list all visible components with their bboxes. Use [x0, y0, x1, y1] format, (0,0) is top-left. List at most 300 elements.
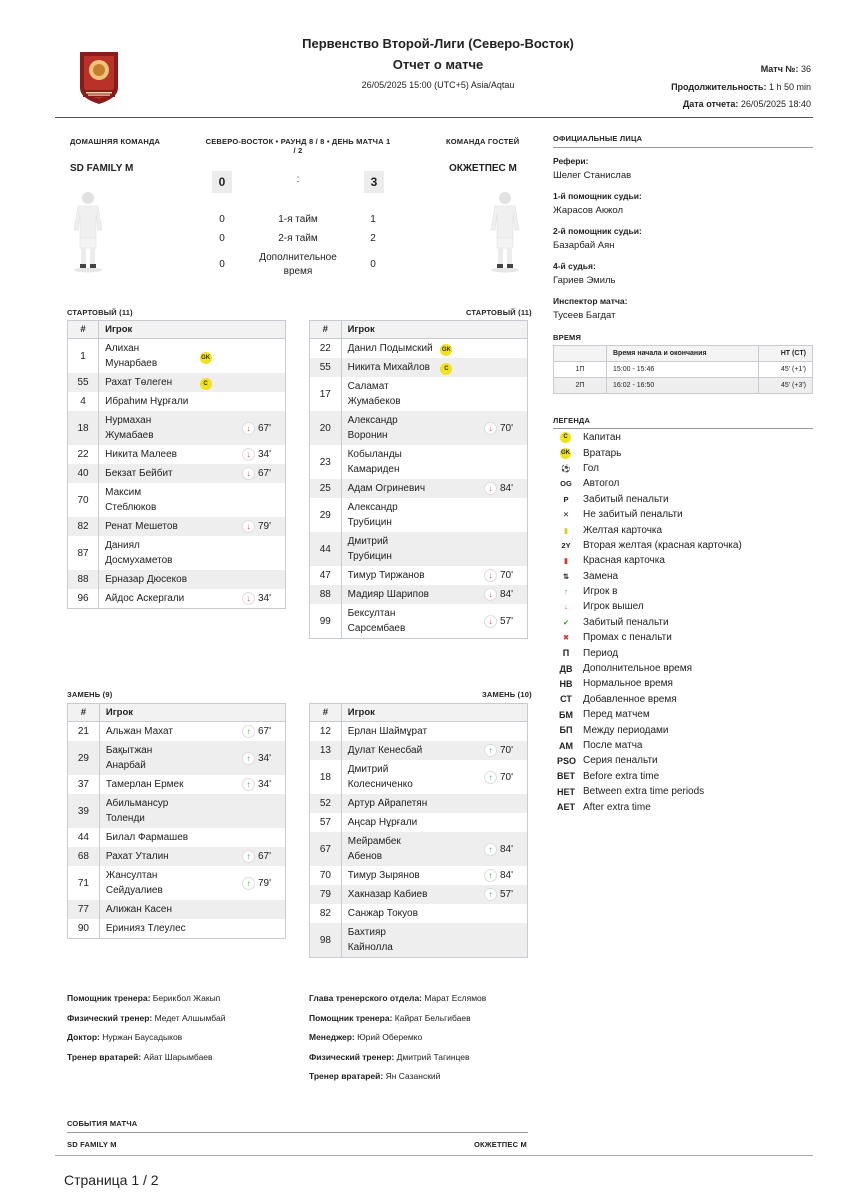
player-row — [310, 760, 528, 794]
legend-text: Желтая карточка — [583, 524, 663, 536]
player-in-icon: ↑ — [485, 745, 496, 756]
away-period-2: 2 — [370, 233, 376, 244]
player-number: 96 — [68, 589, 99, 609]
home-staff — [67, 993, 297, 1071]
player-row — [310, 585, 528, 604]
player-number: 13 — [310, 741, 342, 760]
events-home-team: SD FAMILY M — [67, 1140, 117, 1149]
col-number: # — [310, 704, 342, 722]
player-row — [68, 589, 286, 609]
legend-icon: GK — [560, 448, 571, 459]
legend-text: Перед матчем — [583, 709, 650, 721]
player-row — [310, 479, 528, 498]
player-number: 68 — [68, 847, 100, 866]
player-row — [68, 866, 286, 900]
captain-icon: C — [200, 378, 212, 390]
away-starting-label: СТАРТОВЫЙ (11) — [466, 308, 532, 317]
legend-item — [557, 569, 813, 584]
home-team-label: ДОМАШНЯЯ КОМАНДА — [70, 137, 161, 146]
player-name: Ренат Мешетов — [99, 517, 200, 536]
legend-icon: АМ — [559, 740, 573, 751]
official-role: Рефери: — [553, 156, 589, 166]
legend-item — [557, 599, 813, 614]
legend-icon: PSO — [557, 755, 577, 766]
player-name: Рахат Уталин — [99, 847, 201, 866]
officials-divider — [553, 147, 813, 148]
player-in-icon: ↑ — [485, 844, 496, 855]
player-name: Артур Айрапетян — [341, 794, 443, 813]
captain-icon: C — [440, 363, 452, 375]
legend-icon: БП — [559, 725, 573, 736]
legend-icon: П — [562, 648, 570, 659]
substitution-minute: 84' — [499, 843, 513, 855]
col-player: Игрок — [99, 321, 286, 339]
player-number: 25 — [310, 479, 342, 498]
substitution-minute: 34' — [257, 752, 271, 764]
official-role: 1-й помощник судьи: — [553, 191, 642, 201]
substitution-minute: 67' — [257, 468, 271, 479]
home-period-1: 0 — [219, 214, 225, 225]
player-number: 67 — [310, 832, 342, 866]
official-role: 2-й помощник судьи: — [553, 226, 642, 236]
player-number: 18 — [310, 760, 342, 794]
official-role: 4-й судья: — [553, 261, 596, 271]
player-name: Бақытжан Анарбай — [99, 741, 201, 775]
player-row — [310, 377, 528, 411]
legend-text: Не забитый пенальти — [583, 509, 683, 521]
home-team-name: SD FAMILY M — [70, 163, 134, 174]
home-subs-table — [67, 703, 286, 939]
player-number: 99 — [310, 604, 342, 639]
staff-member: Тренер вратарей: Айат Шарымбаев — [67, 1051, 213, 1062]
player-name: Хакназар Кабиев — [341, 885, 443, 904]
report-date: Дата отчета: 26/05/2025 18:40 — [682, 99, 811, 109]
substitution-minute: 70' — [499, 570, 513, 581]
player-name: Еринияз Тлеулес — [105, 923, 186, 934]
player-out-icon: ↓ — [243, 449, 254, 460]
player-name: Ибраһим Нұрғали — [105, 396, 189, 407]
legend-text: Добавленное время — [583, 693, 677, 705]
time-col-period — [554, 346, 607, 362]
player-name: Александр Воронин — [341, 411, 440, 445]
player-name: Жансултан Сейдуалиев — [105, 870, 163, 896]
player-name: Дмитрий Колесниченко — [347, 764, 413, 790]
player-number: 47 — [310, 566, 342, 585]
player-name: Бахтияр Кайнолла — [341, 923, 443, 958]
substitution-minute: 34' — [257, 593, 271, 604]
player-name: Дмитрий Трубицин — [341, 532, 440, 566]
match-duration: Продолжительность: 1 h 50 min — [671, 82, 811, 92]
time-table — [553, 345, 813, 394]
legend-text: Between extra time periods — [583, 786, 705, 798]
legend-item — [557, 461, 813, 476]
player-row — [310, 358, 528, 377]
col-player: Игрок — [341, 321, 527, 339]
player-number: 57 — [310, 813, 342, 832]
legend-icon: 2Y — [561, 540, 571, 550]
player-in-icon: ↑ — [485, 772, 496, 783]
extra-time-label: Дополнительное время — [259, 252, 337, 277]
player-number: 22 — [310, 339, 342, 359]
legend-item — [557, 738, 813, 753]
player-in-icon: ↑ — [243, 726, 254, 737]
officials-title: ОФИЦИАЛЬНЫЕ ЛИЦА — [553, 134, 643, 143]
legend-item — [557, 445, 813, 460]
player-number: 17 — [310, 377, 342, 411]
staff-member: Физический тренер: Дмитрий Тагинцев — [309, 1051, 470, 1062]
away-period-1: 1 — [370, 214, 376, 225]
player-number: 52 — [310, 794, 342, 813]
player-name: Алихан Мунарбаев — [105, 343, 158, 369]
legend-text: After extra time — [583, 801, 651, 813]
events-divider — [67, 1132, 528, 1133]
legend-item — [557, 707, 813, 722]
official-name: Базарбай Аян — [553, 240, 615, 251]
legend-text: Период — [583, 647, 619, 659]
player-row — [310, 885, 528, 904]
col-player: Игрок — [341, 704, 527, 722]
player-in-icon: ↑ — [485, 889, 496, 900]
player-row — [310, 904, 528, 923]
player-out-icon: ↓ — [485, 589, 496, 600]
staff-member: Тренер вратарей: Ян Сазанский — [309, 1071, 441, 1081]
substitution-minute: 79' — [257, 521, 271, 532]
player-row — [68, 392, 286, 411]
away-subs-label: ЗАМЕНЬ (10) — [482, 690, 532, 699]
player-number: 55 — [310, 358, 342, 377]
legend-text: Капитан — [583, 432, 621, 444]
legend-icon: НВ — [559, 678, 573, 689]
player-name: Данил Подымский — [347, 343, 433, 354]
player-number: 44 — [68, 828, 100, 847]
substitution-minute: 67' — [257, 851, 271, 862]
player-number: 44 — [310, 532, 342, 566]
footer-divider — [55, 1155, 813, 1156]
legend-item — [557, 645, 813, 660]
player-number: 82 — [310, 904, 342, 923]
player-number: 55 — [68, 373, 99, 392]
substitution-minute: 34' — [257, 779, 271, 790]
legend-item — [557, 769, 813, 784]
player-out-icon: ↓ — [243, 468, 254, 479]
player-row — [68, 373, 286, 392]
col-number: # — [68, 321, 99, 339]
legend-text: Гол — [583, 462, 599, 474]
substitution-minute: 70' — [499, 422, 513, 434]
player-name: Нурмахан Жумабаев — [99, 411, 200, 445]
legend-item — [557, 553, 813, 568]
player-row — [310, 498, 528, 532]
legend-icon: C — [560, 432, 571, 443]
substitution-minute: 67' — [257, 726, 271, 737]
player-name: Ерназар Дюсеков — [99, 570, 200, 589]
player-out-icon: ↓ — [243, 521, 254, 532]
away-kit-icon — [487, 190, 523, 279]
legend-icon: БМ — [559, 709, 573, 720]
legend-icon: ▮ — [563, 525, 569, 535]
legend-title: ЛЕГЕНДА — [553, 416, 591, 425]
away-staff — [309, 993, 549, 1091]
player-row — [310, 566, 528, 585]
legend-item — [557, 476, 813, 491]
match-number: Матч №: 36 — [760, 64, 811, 74]
legend-item — [557, 507, 813, 522]
player-row — [68, 828, 286, 847]
events-title: СОБЫТИЯ МАТЧА — [67, 1119, 138, 1128]
legend-icon: ✕ — [562, 510, 570, 520]
officials-list — [553, 156, 813, 321]
player-row — [68, 445, 286, 464]
substitution-minute: 84' — [499, 589, 513, 600]
player-number: 23 — [310, 445, 342, 479]
away-starting-table — [309, 320, 528, 639]
substitution-minute: 67' — [257, 422, 271, 434]
player-in-icon: ↑ — [243, 851, 254, 862]
legend-icon: ДВ — [559, 663, 573, 674]
player-number: 71 — [68, 866, 100, 900]
player-out-icon: ↓ — [485, 483, 496, 494]
legend-text: Вторая желтая (красная карточка) — [583, 539, 742, 551]
staff-member: Помощник тренера: Берикбол Жакып — [67, 993, 221, 1003]
substitution-minute: 79' — [257, 877, 271, 889]
player-row — [310, 532, 528, 566]
player-name: Максим Стеблюков — [105, 487, 157, 513]
player-number: 82 — [68, 517, 99, 536]
player-row — [310, 411, 528, 445]
player-number: 12 — [310, 722, 342, 742]
col-player: Игрок — [99, 704, 285, 722]
player-name: Бекзат Бейбит — [99, 464, 200, 483]
staff-member: Менеджер: Юрий Оберемко — [309, 1032, 423, 1042]
player-number: 29 — [310, 498, 342, 532]
player-row — [68, 570, 286, 589]
player-number: 70 — [68, 483, 99, 517]
player-number: 37 — [68, 775, 100, 794]
legend-icon: СТ — [560, 694, 572, 705]
player-row — [310, 722, 528, 742]
legend-item — [557, 676, 813, 691]
header-divider — [55, 117, 813, 118]
legend-item — [557, 538, 813, 553]
legend-item — [557, 522, 813, 537]
player-row — [310, 741, 528, 760]
period-1-label: 1-я тайм — [278, 214, 318, 225]
player-number: 21 — [68, 722, 100, 742]
player-row — [68, 517, 286, 536]
player-name: Тимур Зырянов — [347, 870, 420, 881]
legend-text: Красная карточка — [583, 555, 665, 567]
legend-icon: P — [563, 494, 569, 504]
legend-text: Промах с пенальти — [583, 632, 672, 644]
time-row: 2П 16:02 - 16:50 45' (+3') — [554, 378, 813, 394]
legend-icon: ✔ — [562, 617, 570, 627]
player-name: Тамерлан Ермек — [105, 779, 184, 790]
staff-member: Глава тренерского отдела: Марат Еслямов — [309, 993, 487, 1003]
official-name: Шелег Станислав — [553, 170, 632, 181]
legend-icon: HET — [557, 786, 575, 797]
player-name: Тимур Тиржанов — [347, 570, 425, 581]
player-out-icon: ↓ — [243, 593, 254, 604]
player-name: Никита Михайлов — [341, 358, 440, 377]
legend-text: Между периодами — [583, 724, 669, 736]
home-kit-icon — [70, 190, 106, 279]
time-col-range: Время начала и окончания — [607, 346, 759, 362]
legend-item — [557, 430, 813, 445]
legend-icon: ▮ — [563, 556, 569, 566]
player-name: Ерлан Шаймұрат — [347, 726, 428, 737]
player-name: Александр Трубицин — [347, 502, 398, 528]
time-row: 1П 15:00 - 15:46 45' (+1') — [554, 362, 813, 378]
substitution-minute: 57' — [499, 889, 513, 900]
player-name: Мейрамбек Абенов — [341, 832, 443, 866]
time-col-ht: HT (CT) — [758, 346, 812, 362]
legend-icon: OG — [560, 479, 572, 489]
legend-text: Замена — [583, 570, 619, 582]
col-number: # — [310, 321, 342, 339]
official-name: Тусеев Багдат — [553, 310, 616, 321]
player-row — [68, 847, 286, 866]
legend-text: Забитый пенальти — [583, 616, 669, 628]
legend-text: Дополнительное время — [583, 663, 693, 675]
report-subtitle: Отчет о матче — [392, 57, 484, 72]
player-name: Дулат Кенесбай — [341, 741, 443, 760]
player-name: Абильмансур Толенди — [99, 794, 201, 828]
player-row — [310, 339, 528, 359]
player-row — [310, 866, 528, 885]
player-out-icon: ↓ — [485, 570, 496, 581]
player-row — [68, 741, 286, 775]
player-row — [310, 604, 528, 639]
legend-item — [557, 784, 813, 799]
player-number: 29 — [68, 741, 100, 775]
home-starting-table — [67, 320, 286, 609]
staff-member: Физический тренер: Медет Алшымбай — [67, 1012, 226, 1023]
time-title: ВРЕМЯ — [553, 333, 582, 342]
legend-icon: ⇅ — [562, 571, 570, 581]
legend-item — [557, 615, 813, 630]
player-in-icon: ↑ — [243, 779, 254, 790]
player-number: 20 — [310, 411, 342, 445]
player-name: Мадияр Шарипов — [341, 585, 440, 604]
player-in-icon: ↑ — [243, 753, 254, 764]
player-number: 70 — [310, 866, 342, 885]
player-row — [68, 464, 286, 483]
score-separator: : — [296, 174, 300, 185]
home-starting-label: СТАРТОВЫЙ (11) — [67, 308, 133, 317]
legend-item — [557, 584, 813, 599]
match-datetime: 26/05/2025 15:00 (UTC+5) Asia/Aqtau — [361, 80, 515, 90]
substitution-minute: 70' — [499, 771, 513, 783]
player-number: 98 — [310, 923, 342, 958]
player-number: 88 — [68, 570, 99, 589]
legend-item — [557, 692, 813, 707]
goalkeeper-icon: GK — [200, 352, 212, 364]
period-2-label: 2-я тайм — [278, 233, 318, 244]
player-out-icon: ↓ — [485, 616, 496, 627]
legend-text: После матча — [583, 740, 643, 751]
official-name: Жарасов Акжол — [553, 205, 624, 216]
legend-text: Автогол — [583, 478, 620, 490]
player-name: Билал Фармашев — [105, 832, 189, 843]
player-number: 88 — [310, 585, 342, 604]
staff-member: Помощник тренера: Кайрат Бельгибаев — [309, 1012, 471, 1023]
away-extra-time: 0 — [370, 259, 376, 270]
player-row — [310, 813, 528, 832]
player-row — [68, 411, 286, 445]
legend-text: Серия пенальти — [583, 755, 658, 767]
player-name: Альжан Махат — [105, 726, 173, 737]
player-number: 77 — [68, 900, 100, 919]
substitution-minute: 34' — [257, 449, 271, 460]
player-row — [68, 775, 286, 794]
player-name: Никита Малеев — [105, 449, 177, 460]
page-number: Страница 1 / 2 — [64, 1172, 159, 1188]
legend-divider — [553, 428, 813, 429]
legend-item — [557, 630, 813, 645]
substitution-minute: 84' — [499, 483, 513, 494]
away-team-name: ОКЖЕТПЕС М — [449, 163, 517, 174]
player-name: Айдос Аскергали — [105, 593, 185, 604]
legend-text: Игрок в — [583, 586, 618, 598]
player-name: Саламат Жумабеков — [347, 381, 401, 407]
player-number: 18 — [68, 411, 99, 445]
legend-text: Забитый пенальти — [583, 493, 669, 505]
legend-item — [557, 661, 813, 676]
player-row — [68, 794, 286, 828]
home-score: 0 — [212, 171, 232, 193]
player-row — [68, 536, 286, 570]
goalkeeper-icon: GK — [440, 344, 452, 356]
home-period-2: 0 — [219, 233, 225, 244]
substitution-minute: 57' — [499, 615, 513, 627]
legend-icon: ⚽ — [561, 463, 571, 473]
player-row — [310, 923, 528, 958]
legend-list — [557, 430, 813, 815]
player-number: 39 — [68, 794, 100, 828]
legend-item — [557, 799, 813, 814]
legend-text: Вратарь — [583, 447, 622, 459]
player-row — [68, 339, 286, 374]
col-number: # — [68, 704, 100, 722]
official-name: Гариев Эмиль — [553, 275, 616, 286]
player-name: Адам Огриневич — [341, 479, 440, 498]
legend-text: Before extra time — [583, 770, 660, 782]
player-out-icon: ↓ — [485, 423, 496, 434]
player-row — [68, 900, 286, 919]
player-number: 40 — [68, 464, 99, 483]
player-number: 1 — [68, 339, 99, 374]
staff-member: Доктор: Нуржан Баусадыков — [67, 1032, 183, 1042]
player-name: Кобыланды Камариден — [347, 449, 402, 475]
player-name: Алижан Касен — [99, 900, 201, 919]
legend-item — [557, 753, 813, 768]
player-number: 22 — [68, 445, 99, 464]
player-number: 4 — [68, 392, 99, 411]
player-in-icon: ↑ — [243, 878, 254, 889]
player-row — [68, 919, 286, 939]
events-away-team: ОКЖЕТПЕС М — [474, 1140, 527, 1149]
legend-icon: AET — [557, 802, 575, 813]
player-number: 90 — [68, 919, 100, 939]
player-name: Аңсар Нұрғали — [347, 817, 418, 828]
legend-item — [557, 492, 813, 507]
substitution-minute: 70' — [499, 745, 513, 756]
substitution-minute: 84' — [499, 870, 513, 881]
player-in-icon: ↑ — [485, 870, 496, 881]
legend-icon: ✖ — [562, 633, 570, 643]
player-row — [310, 794, 528, 813]
home-subs-label: ЗАМЕНЬ (9) — [67, 690, 113, 699]
